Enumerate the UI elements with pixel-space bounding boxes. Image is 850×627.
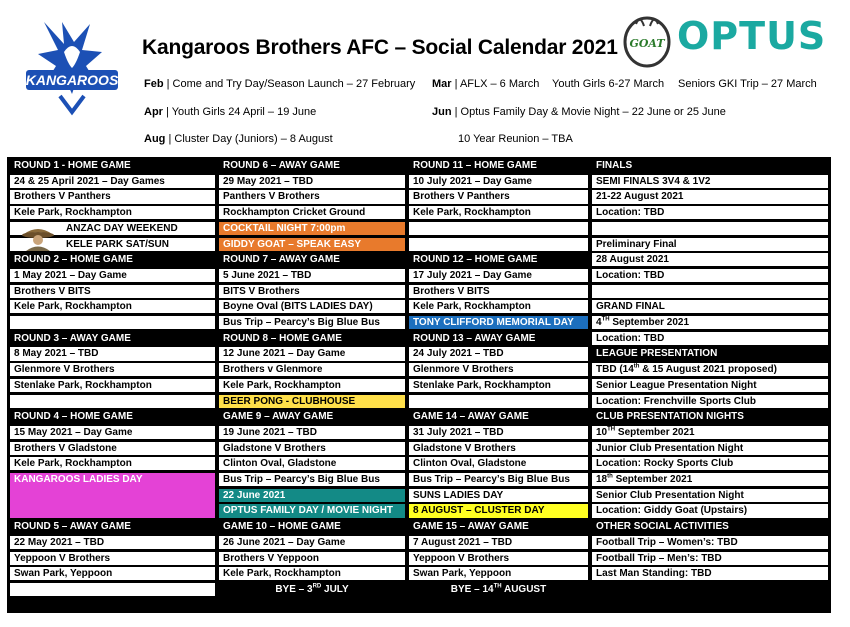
round-header: FINALS [592, 159, 828, 172]
calendar-cell: Stenlake Park, Rockhampton [10, 379, 215, 392]
calendar-cell: Bus Trip – Pearcy’s Big Blue Bus [409, 473, 588, 486]
calendar-cell: 10 July 2021 – Day Game [409, 175, 588, 188]
calendar-cell: Yeppoon V Brothers [409, 552, 588, 565]
calendar-cell: Boyne Oval (BITS LADIES DAY) [219, 300, 405, 313]
calendar-cell: 5 June 2021 – TBD [219, 269, 405, 282]
calendar-cell: Preliminary Final [592, 238, 828, 251]
calendar-cell: 31 July 2021 – TBD [409, 426, 588, 439]
anzac-soldier-icon [18, 222, 58, 251]
calendar-grid [7, 157, 831, 613]
calendar-cell: Yeppoon V Brothers [10, 552, 215, 565]
calendar-cell: 21-22 August 2021 [592, 190, 828, 203]
event-month: Jun [432, 106, 452, 118]
bye-cell: BYE – 14TH AUGUST [409, 583, 588, 596]
calendar-cell: 4TH September 2021 [592, 316, 828, 329]
event-item [458, 133, 573, 145]
event-text: Youth Girls 6-27 March [552, 78, 665, 90]
round-header: GAME 15 – AWAY GAME [409, 520, 588, 533]
calendar-cell: 19 June 2021 – TBD [219, 426, 405, 439]
calendar-cell [592, 285, 828, 298]
event-text: Come and Try Day/Season Launch – 27 February [172, 78, 416, 90]
round-header: OTHER SOCIAL ACTIVITIES [592, 520, 828, 533]
calendar-cell [409, 238, 588, 251]
round-header: LEAGUE PRESENTATION [592, 347, 828, 360]
calendar-cell: Location: TBD [592, 206, 828, 219]
calendar-cell: Kele Park, Rockhampton [10, 457, 215, 470]
calendar-cell: Brothers V BITS [409, 285, 588, 298]
page-title: Kangaroos Brothers AFC – Social Calendar 2021 [142, 36, 618, 59]
round-header: ROUND 6 – AWAY GAME [219, 159, 405, 172]
round-header: GAME 9 – AWAY GAME [219, 410, 405, 423]
calendar-cell: 24 & 25 April 2021 – Day Games [10, 175, 215, 188]
calendar-cell: 29 May 2021 – TBD [219, 175, 405, 188]
calendar-cell: Bus Trip – Pearcy’s Big Blue Bus [219, 316, 405, 329]
calendar-column [409, 157, 588, 613]
calendar-column [592, 157, 828, 613]
calendar-cell: Senior League Presentation Night [592, 379, 828, 392]
calendar-cell: Location: Frenchville Sports Club [592, 395, 828, 408]
highlight-cell: 22 June 2021 [219, 489, 405, 502]
event-text: Youth Girls 24 April – 19 June [171, 106, 317, 118]
calendar-cell: Kele Park, Rockhampton [409, 206, 588, 219]
calendar-cell: Swan Park, Yeppoon [409, 567, 588, 580]
event-text: Cluster Day (Juniors) – 8 August [174, 133, 333, 145]
calendar-cell: Gladstone V Brothers [219, 442, 405, 455]
calendar-cell [409, 222, 588, 235]
calendar-cell: 10TH September 2021 [592, 426, 828, 439]
calendar-cell: Kele Park, Rockhampton [219, 379, 405, 392]
calendar-cell: Panthers V Brothers [219, 190, 405, 203]
round-header: ROUND 8 – HOME GAME [219, 332, 405, 345]
calendar-cell: Junior Club Presentation Night [592, 442, 828, 455]
calendar-cell: Location: Giddy Goat (Upstairs) [592, 504, 828, 517]
highlight-cell: KANGAROOS LADIES DAY [10, 473, 215, 518]
calendar-cell: SUNS LADIES DAY [409, 489, 588, 502]
calendar-cell: 22 May 2021 – TBD [10, 536, 215, 549]
calendar-cell: 7 August 2021 – TBD [409, 536, 588, 549]
round-header: ROUND 1 - HOME GAME [10, 159, 215, 172]
calendar-cell: Football Trip – Women’s: TBD [592, 536, 828, 549]
calendar-cell [592, 222, 828, 235]
calendar-cell [10, 395, 215, 408]
round-header: ROUND 4 – HOME GAME [10, 410, 215, 423]
round-header: ROUND 2 – HOME GAME [10, 253, 215, 266]
calendar-cell: Last Man Standing: TBD [592, 567, 828, 580]
calendar-cell: Brothers V Gladstone [10, 442, 215, 455]
calendar-cell: Brothers V Panthers [10, 190, 215, 203]
calendar-cell: Brothers V BITS [10, 285, 215, 298]
calendar-cell: Rockhampton Cricket Ground [219, 206, 405, 219]
calendar-cell: BITS V Brothers [219, 285, 405, 298]
event-month: Aug [144, 133, 166, 145]
optus-logo: OPTUS [677, 14, 827, 58]
event-item: Feb | Come and Try Day/Season Launch – 27 February [144, 78, 416, 90]
round-header: ROUND 7 – AWAY GAME [219, 253, 405, 266]
logo-text: KANGAROOS [25, 72, 119, 88]
calendar-cell: Stenlake Park, Rockhampton [409, 379, 588, 392]
calendar-cell: KELE PARK SAT/SUN [10, 238, 215, 251]
calendar-cell [409, 395, 588, 408]
highlight-cell: GIDDY GOAT – SPEAK EASY [219, 238, 405, 251]
calendar-cell: Football Trip – Men’s: TBD [592, 552, 828, 565]
event-item: Jun | Optus Family Day & Movie Night – 22 June or 25 June [432, 106, 726, 118]
calendar-cell: Swan Park, Yeppoon [10, 567, 215, 580]
goat-text: GOAT [629, 37, 665, 50]
round-header: GAME 10 – HOME GAME [219, 520, 405, 533]
calendar-cell: Kele Park, Rockhampton [10, 300, 215, 313]
calendar-cell: 1 May 2021 – Day Game [10, 269, 215, 282]
calendar-cell: Kele Park, Rockhampton [409, 300, 588, 313]
event-item: Apr | Youth Girls 24 April – 19 June [144, 106, 317, 118]
calendar-cell: Glenmore V Brothers [409, 363, 588, 376]
highlight-cell: BEER PONG - CLUBHOUSE [219, 395, 405, 408]
calendar-cell: Kele Park, Rockhampton [10, 206, 215, 219]
calendar-column [219, 157, 405, 613]
event-month: Mar [432, 78, 452, 90]
kangaroos-logo [24, 12, 120, 122]
calendar-cell [10, 583, 215, 596]
bye-cell: BYE – 3RD JULY [219, 583, 405, 596]
calendar-cell: Location: TBD [592, 269, 828, 282]
event-item: Aug | Cluster Day (Juniors) – 8 August [144, 133, 333, 145]
event-item [552, 78, 664, 90]
round-header: ROUND 3 – AWAY GAME [10, 332, 215, 345]
calendar-cell: Glenmore V Brothers [10, 363, 215, 376]
round-header: GAME 14 – AWAY GAME [409, 410, 588, 423]
event-month: Apr [144, 106, 163, 118]
calendar-cell: SEMI FINALS 3V4 & 1V2 [592, 175, 828, 188]
calendar-cell: 28 August 2021 [592, 253, 828, 266]
calendar-cell: 15 May 2021 – Day Game [10, 426, 215, 439]
event-item [678, 78, 817, 90]
calendar-cell: Bus Trip – Pearcy’s Big Blue Bus [219, 473, 405, 486]
round-header: ROUND 11 – HOME GAME [409, 159, 588, 172]
highlight-cell: 8 AUGUST – CLUSTER DAY [409, 504, 588, 517]
calendar-cell: 24 July 2021 – TBD [409, 347, 588, 360]
giddy-goat-logo [622, 12, 672, 68]
calendar-cell: TBD (14th & 15 August 2021 proposed) [592, 363, 828, 376]
round-header: ROUND 13 – AWAY GAME [409, 332, 588, 345]
calendar-cell: Clinton Oval, Gladstone [219, 457, 405, 470]
calendar-cell: Brothers v Glenmore [219, 363, 405, 376]
calendar-column [10, 157, 215, 613]
highlight-cell: COCKTAIL NIGHT 7:00pm [219, 222, 405, 235]
event-text: 10 Year Reunion – TBA [458, 133, 573, 145]
calendar-cell: 8 May 2021 – TBD [10, 347, 215, 360]
round-header: CLUB PRESENTATION NIGHTS [592, 410, 828, 423]
calendar-cell: Location: Rocky Sports Club [592, 457, 828, 470]
event-text: Seniors GKI Trip – 27 March [678, 78, 817, 90]
event-text: Optus Family Day & Movie Night – 22 June or 25 June [460, 106, 726, 118]
calendar-cell: 17 July 2021 – Day Game [409, 269, 588, 282]
calendar-cell: ANZAC DAY WEEKEND [10, 222, 215, 235]
calendar-cell: Senior Club Presentation Night [592, 489, 828, 502]
round-header: ROUND 5 – AWAY GAME [10, 520, 215, 533]
calendar-cell: 12 June 2021 – Day Game [219, 347, 405, 360]
highlight-cell: OPTUS FAMILY DAY / MOVIE NIGHT [219, 504, 405, 517]
calendar-cell: GRAND FINAL [592, 300, 828, 313]
calendar-cell: Kele Park, Rockhampton [219, 567, 405, 580]
round-header: ROUND 12 – HOME GAME [409, 253, 588, 266]
highlight-cell: TONY CLIFFORD MEMORIAL DAY [409, 316, 588, 329]
calendar-cell: Clinton Oval, Gladstone [409, 457, 588, 470]
calendar-cell: Brothers V Yeppoon [219, 552, 405, 565]
calendar-cell: Brothers V Panthers [409, 190, 588, 203]
event-month: Feb [144, 78, 164, 90]
event-text: AFLX – 6 March [459, 78, 540, 90]
calendar-cell: Gladstone V Brothers [409, 442, 588, 455]
event-item: Mar | AFLX – 6 March [432, 78, 540, 90]
calendar-cell: 26 June 2021 – Day Game [219, 536, 405, 549]
calendar-cell: 18th September 2021 [592, 473, 828, 486]
calendar-cell [10, 316, 215, 329]
calendar-cell: Location: TBD [592, 332, 828, 345]
